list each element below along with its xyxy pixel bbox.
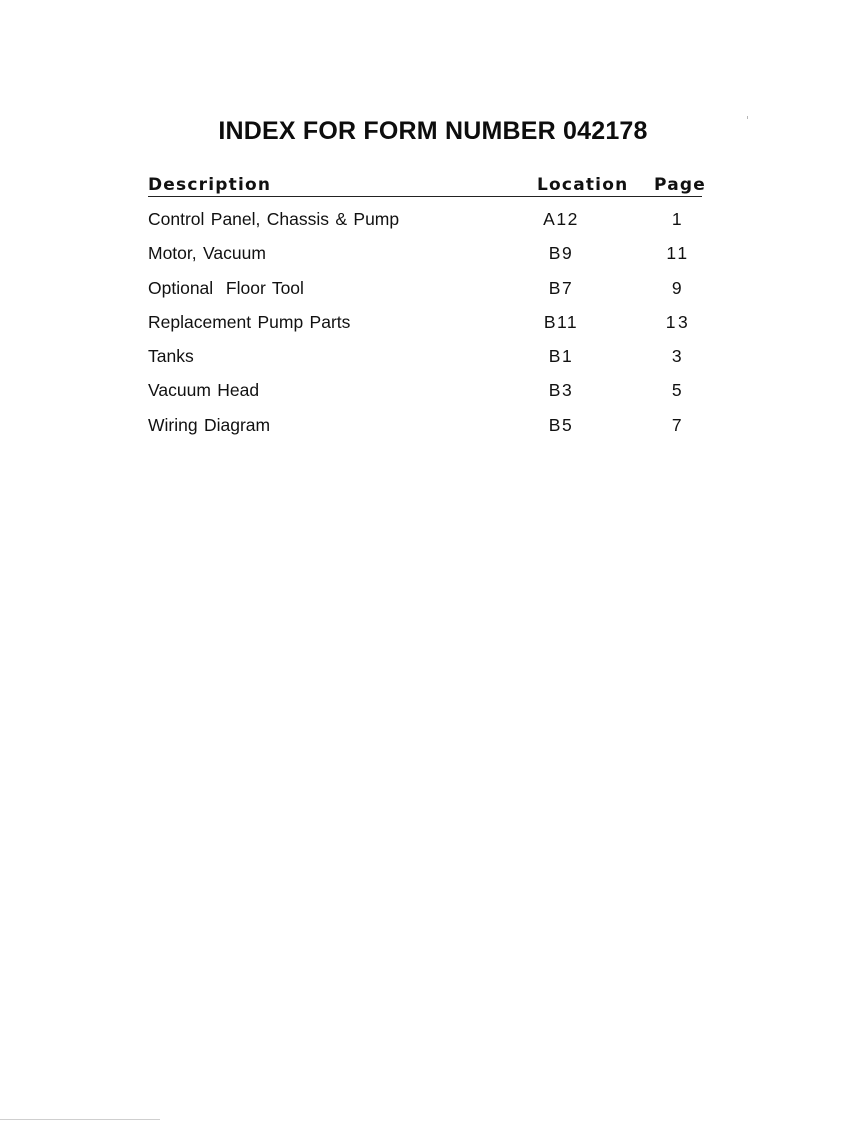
column-header-page: Page bbox=[654, 175, 706, 195]
row-page: 7 bbox=[671, 414, 685, 435]
header-underline bbox=[148, 196, 702, 197]
row-location: B11 bbox=[543, 311, 579, 332]
table-row bbox=[148, 415, 708, 449]
table-row bbox=[148, 278, 708, 312]
table-row bbox=[148, 346, 708, 380]
table-row bbox=[148, 243, 708, 277]
row-location: B5 bbox=[548, 414, 574, 435]
row-page: 13 bbox=[665, 311, 691, 332]
row-location: A12 bbox=[543, 209, 579, 229]
row-page: 11 bbox=[666, 243, 690, 264]
row-description: Tanks bbox=[148, 346, 194, 367]
row-page: 1 bbox=[671, 209, 685, 229]
row-location: B3 bbox=[548, 380, 574, 401]
scan-edge-line bbox=[0, 1119, 160, 1120]
row-location: B7 bbox=[548, 277, 574, 298]
row-description: Vacuum Head bbox=[148, 380, 260, 401]
row-location: B9 bbox=[548, 243, 574, 264]
index-table-body bbox=[148, 209, 708, 449]
column-header-location: Location bbox=[537, 175, 629, 195]
row-page: 5 bbox=[671, 380, 685, 401]
row-description: Replacement Pump Parts bbox=[148, 311, 351, 332]
table-row bbox=[148, 380, 708, 414]
row-description: Optional Floor Tool bbox=[148, 277, 304, 298]
row-description: Control Panel, Chassis & Pump bbox=[148, 209, 400, 229]
row-page: 3 bbox=[671, 346, 685, 367]
page-title: INDEX FOR FORM NUMBER 042178 bbox=[218, 117, 648, 145]
row-description: Wiring Diagram bbox=[148, 414, 271, 435]
row-description: Motor, Vacuum bbox=[148, 243, 266, 264]
row-location: B1 bbox=[548, 346, 574, 367]
row-page: 9 bbox=[671, 277, 685, 298]
table-row bbox=[148, 209, 708, 243]
table-row bbox=[148, 312, 708, 346]
column-header-description: Description bbox=[148, 175, 272, 195]
